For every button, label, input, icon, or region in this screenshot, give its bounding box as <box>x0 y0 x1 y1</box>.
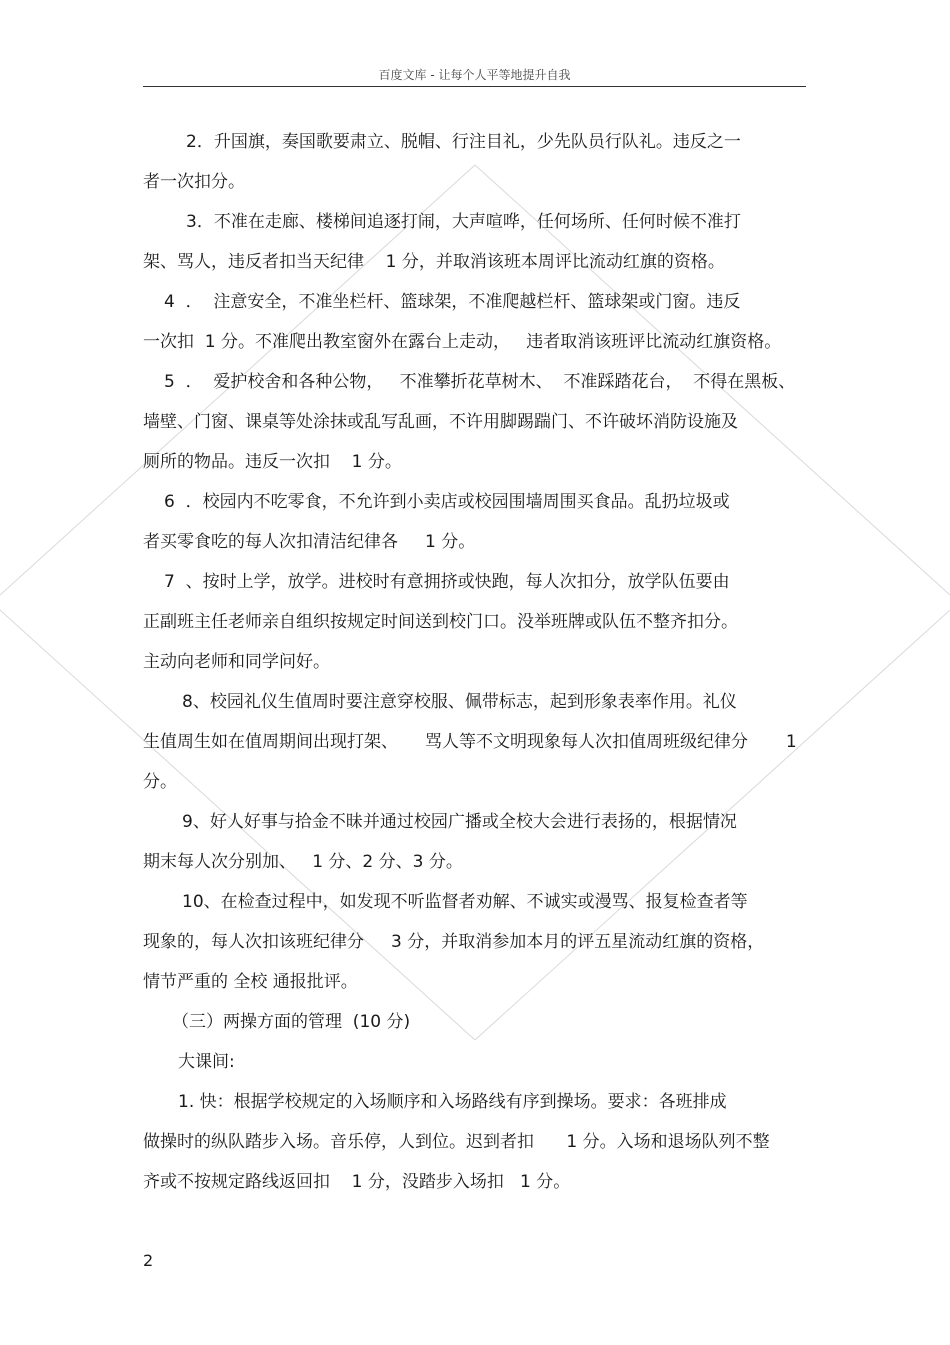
text-line: 期末每人次分别加、 1 分、2 分、3 分。 <box>143 852 463 872</box>
text-line: 5 ． 爱护校舍和各种公物， 不准攀折花草树木、 不准踩踏花台， 不得在黑板、 <box>164 372 796 392</box>
text-line: 厕所的物品。违反一次扣 1 分。 <box>143 452 402 472</box>
text-line: 架、骂人，违反者扣当天纪律 1 分，并取消该班本周评比流动红旗的资格。 <box>143 252 725 272</box>
text-line: 2．升国旗，奏国歌要肃立、脱帽、行注目礼，少先队员行队礼。违反之一 <box>186 132 741 152</box>
text-line: 主动向老师和同学问好。 <box>143 652 330 672</box>
text-line: 4 ． 注意安全，不准坐栏杆、篮球架，不准爬越栏杆、篮球架或门窗。违反 <box>164 292 741 312</box>
text-line: 10、在检查过程中，如发现不听监督者劝解、不诚实或漫骂、报复检查者等 <box>182 892 748 912</box>
text-line: 者买零食吃的每人次扣清洁纪律各 1 分。 <box>143 532 476 552</box>
text-line: 现象的，每人次扣该班纪律分 3 分，并取消参加本月的评五星流动红旗的资格， <box>143 932 765 952</box>
text-line: 正副班主任老师亲自组织按规定时间送到校门口。没举班牌或队伍不整齐扣分。 <box>143 612 738 632</box>
subheading: 大课间: <box>178 1052 235 1072</box>
header-divider <box>143 86 806 87</box>
page-number: 2 <box>143 1251 154 1270</box>
text-line: 6 ．校园内不吃零食，不允许到小卖店或校园围墙周围买食品。乱扔垃圾或 <box>164 492 730 512</box>
text-line: 1. 快：根据学校规定的入场顺序和入场路线有序到操场。要求：各班排成 <box>178 1092 727 1112</box>
page-header: 百度文库 - 让每个人平等地提升自我 <box>378 68 571 82</box>
section-heading: （三）两操方面的管理 (10 分) <box>172 1012 411 1032</box>
text-line: 一次扣 1 分。不准爬出教室窗外在露台上走动， 违者取消该班评比流动红旗资格。 <box>143 332 782 352</box>
text-line: 8、校园礼仪生值周时要注意穿校服、佩带标志，起到形象表率作用。礼仪 <box>182 692 737 712</box>
text-line: 做操时的纵队踏步入场。音乐停，人到位。迟到者扣 1 分。入场和退场队列不整 <box>143 1132 770 1152</box>
text-line: 情节严重的 全校 通报批评。 <box>143 972 358 992</box>
text-line: 分。 <box>143 772 177 792</box>
text-line: 者一次扣分。 <box>143 172 245 192</box>
text-line: 7 、按时上学，放学。进校时有意拥挤或快跑，每人次扣分，放学队伍要由 <box>164 572 730 592</box>
text-line: 墙壁、门窗、课桌等处涂抹或乱写乱画，不许用脚踢踹门、不许破坏消防设施及 <box>143 412 738 432</box>
text-line: 3．不准在走廊、楼梯间追逐打闹，大声喧哗，任何场所、任何时候不准打 <box>186 212 741 232</box>
text-line: 9、好人好事与拾金不昧并通过校园广播或全校大会进行表扬的，根据情况 <box>182 812 737 832</box>
text-line: 齐或不按规定路线返回扣 1 分，没踏步入场扣 1 分。 <box>143 1172 571 1192</box>
text-line: 生值周生如在值周期间出现打架、 骂人等不文明现象每人次扣值周班级纪律分 1 <box>143 732 797 752</box>
